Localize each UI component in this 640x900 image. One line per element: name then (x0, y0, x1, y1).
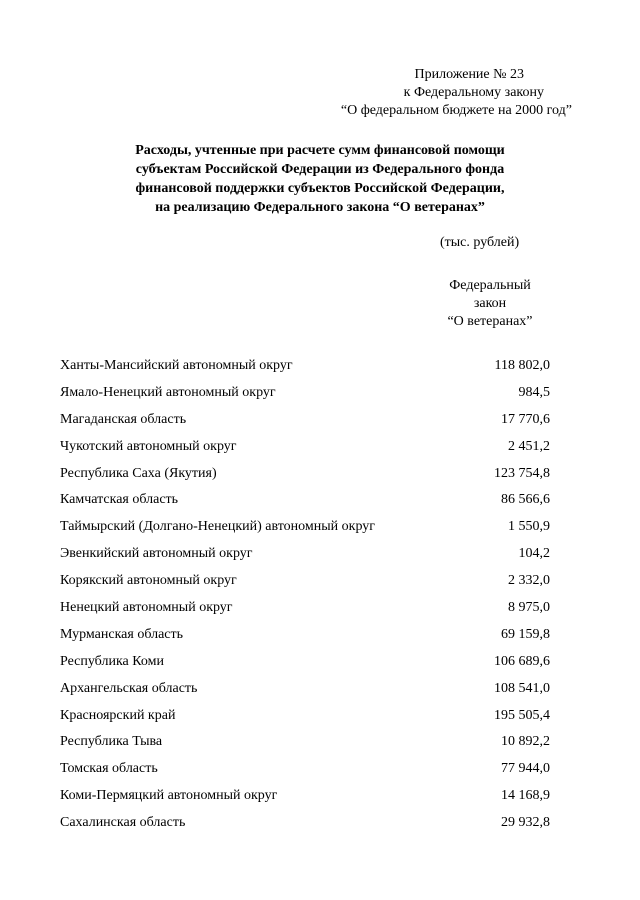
region-value: 108 541,0 (494, 680, 550, 696)
region-name: Ненецкий автономный округ (60, 600, 233, 616)
appendix-header (292, 66, 572, 120)
region-value: 77 944,0 (501, 761, 550, 777)
region-value: 106 689,6 (494, 653, 550, 669)
table-row (60, 708, 550, 735)
region-name: Красноярский край (60, 707, 176, 723)
region-name: Магаданская область (60, 411, 187, 427)
table-row (60, 492, 550, 519)
region-name: Ямало-Ненецкий автономный округ (60, 384, 276, 400)
region-name: Республика Саха (Якутия) (60, 465, 217, 481)
region-name: Архангельская область (60, 680, 198, 696)
region-value: 1 550,9 (508, 519, 550, 535)
column-header-line-1: Федеральный (449, 278, 531, 293)
region-value: 984,5 (518, 384, 550, 400)
table-row (60, 627, 550, 654)
expenses-table (60, 358, 550, 842)
region-name: Мурманская область (60, 626, 184, 642)
title-line-3: финансовой поддержки субъектов Российской Федерации, (135, 181, 505, 196)
region-value: 195 505,4 (494, 707, 550, 723)
region-name: Таймырский (Долгано-Ненецкий) автономный округ (60, 519, 376, 535)
region-value: 86 566,6 (501, 492, 550, 508)
region-name: Республика Коми (60, 653, 164, 669)
table-row (60, 734, 550, 761)
region-name: Коми-Пермяцкий автономный округ (60, 788, 278, 804)
column-header-line-3: “О ветеранах” (447, 314, 533, 329)
region-value: 10 892,2 (501, 734, 550, 750)
table-row (60, 519, 550, 546)
title-line-4: на реализацию Федерального закона “О ветеранах” (155, 200, 485, 215)
region-value: 2 332,0 (508, 573, 550, 589)
title-line-1: Расходы, учтенные при расчете сумм финансовой помощи (135, 143, 505, 158)
region-value: 104,2 (518, 546, 550, 562)
table-row (60, 761, 550, 788)
table-row (60, 546, 550, 573)
region-value: 8 975,0 (508, 600, 550, 616)
region-value: 123 754,8 (494, 465, 550, 481)
region-value: 17 770,6 (501, 411, 550, 427)
table-row (60, 815, 550, 842)
region-name: Республика Тыва (60, 734, 163, 750)
table-row (60, 412, 550, 439)
region-name: Эвенкийский автономный округ (60, 546, 253, 562)
table-row (60, 358, 550, 385)
appendix-law-reference: к Федеральному закону (403, 85, 544, 100)
units-label: (тыс. рублей) (440, 235, 520, 250)
region-name: Корякский автономный округ (60, 573, 237, 589)
table-row (60, 600, 550, 627)
region-value: 29 932,8 (501, 815, 550, 831)
title-line-2: субъектам Российской Федерации из Федерального фонда (135, 162, 505, 177)
region-value: 69 159,8 (501, 626, 550, 642)
table-row (60, 681, 550, 708)
region-name: Томская область (60, 761, 158, 777)
region-value: 14 168,9 (501, 788, 550, 804)
column-header-line-2: закон (473, 296, 507, 311)
region-name: Ханты-Мансийский автономный округ (60, 358, 293, 373)
region-name: Камчатская область (60, 492, 179, 508)
table-row (60, 466, 550, 493)
region-name: Сахалинская область (60, 815, 186, 831)
table-row (60, 654, 550, 681)
appendix-number: Приложение № 23 (414, 67, 524, 82)
table-row (60, 573, 550, 600)
region-value: 2 451,2 (508, 438, 550, 454)
document-title (0, 141, 640, 217)
region-name: Чукотский автономный округ (60, 438, 237, 454)
table-row (60, 439, 550, 466)
table-row (60, 385, 550, 412)
table-row (60, 788, 550, 815)
appendix-law-title: “О федеральном бюджете на 2000 год” (340, 103, 572, 118)
column-header (430, 277, 550, 331)
region-value: 118 802,0 (494, 358, 550, 373)
